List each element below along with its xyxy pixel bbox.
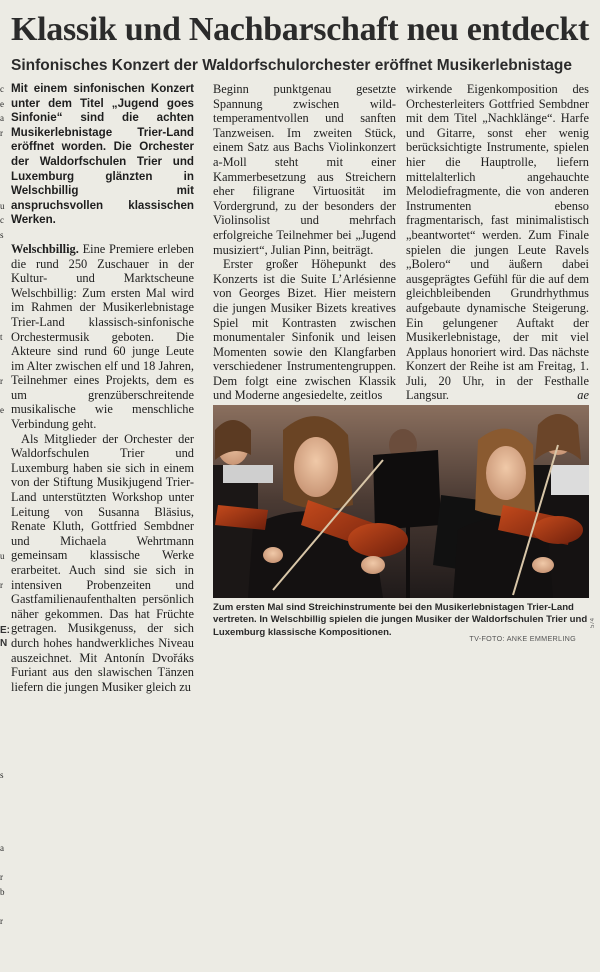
dateline: Welschbillig. — [11, 241, 79, 256]
left-fragment — [0, 447, 9, 462]
left-fragment — [0, 797, 9, 812]
left-fragment — [0, 753, 9, 768]
left-fragment: a — [0, 842, 4, 853]
bottom-left-clipped-text — [0, 624, 9, 650]
body-text: wirkende Eigenkomposition des Orchesterleiters Gottfried Sembdner mit dem Titel „Nachklänge“. Harfe und Gitarre, sonst eher wenig berücksichtigte Instrumente, spielen hier die Hauptrolle, liefern mittelalterlich angehauchte Melodiefragmente, die von anderen Instrumenten ebenso fragmentarisch, fast minimalistisch „beantwortet“ werden. Zum Finale spielen die jungen Leute Ravels „Bolero“ und äußern dabei ausgeprägtes Gefühl für die auf dem gleichbleibenden Grundrhythmus aufgebaute dynamische Steigerung. Ein gelungener Auftakt der Musikerlebnistage, der mit viel Applaus honoriert wird. Das nächste Konzert der Reihe ist am Freitag, 1. Juli, 20 Uhr, in der Festhalle Langsur. — [406, 82, 589, 403]
left-fragment — [0, 301, 9, 316]
left-fragment — [0, 316, 9, 331]
left-fragment — [0, 666, 9, 681]
left-fragment: r — [0, 375, 3, 386]
bottom-left-fragment: E: — [0, 625, 10, 636]
left-fragment — [0, 958, 9, 972]
left-fragment — [0, 928, 9, 943]
article-headline: Klassik und Nachbarschaft neu entdeckt — [11, 11, 590, 48]
left-fragment — [0, 739, 9, 754]
left-fragment — [0, 943, 9, 958]
left-fragment — [0, 724, 9, 739]
left-fragment — [0, 359, 9, 374]
left-fragment — [0, 286, 9, 301]
page-identifier: 574 — [590, 618, 596, 629]
left-fragment: r — [0, 915, 3, 926]
left-fragment — [0, 418, 9, 433]
left-fragment — [0, 272, 9, 287]
left-fragment: b — [0, 886, 5, 897]
left-fragment — [0, 593, 9, 608]
left-fragment: s — [0, 229, 4, 240]
text-column-3 — [406, 82, 589, 403]
body-paragraph: Als Mitglieder der Orchester der Waldorfschulen Trier und Luxemburg haben sie sich in einem von der Stiftung Musikjugend Trier-Land unterstützten Workshop unter Leitung von Susanna Bläsius, Renate Kluth, Gottfried Sembdner und Michaela Wehrtmann gemeinsam klassische Werke erarbeitet. Auch sind sie sich in intensiven Probenzeiten und Gastfamilienaufenthalten persönlich näher gekommen. Das hat Früchte getragen. Musikgenuss, der sich durch hohes handwerkliches Niveau auszeichnet. Mit Antonín Dvořáks Furiant aus den slawischen Tänzen liefern die jungen Musiker gleich zu — [11, 431, 194, 694]
left-fragment — [0, 812, 9, 827]
left-fragment — [0, 710, 9, 725]
left-fragment — [0, 140, 9, 155]
left-fragment: t — [0, 332, 3, 343]
left-fragment: e — [0, 405, 4, 416]
orchestra-photo-illustration — [213, 405, 589, 598]
left-fragment — [0, 476, 9, 491]
left-fragment: a — [0, 113, 4, 124]
left-fragment: c — [0, 84, 4, 94]
left-fragment: u — [0, 551, 5, 561]
left-fragment: r — [0, 580, 3, 591]
left-fragment — [0, 783, 9, 798]
left-fragment — [0, 432, 9, 447]
body-paragraph — [11, 242, 194, 432]
body-paragraph: Erster großer Höhepunkt des Konzerts ist die Suite L’Arlésienne von Georges Bizet. Hier meistern die jungen Musiker Bizets kreatives Spiel mit Kontrasten zwischen monumentaler Sinfonik und leisen Momenten sowie den Klangfarben verschiedener Instrumentengruppen. Dem folgt eine zwischen Klassik und Moderne angesiedelte, zeitlos — [213, 257, 396, 403]
left-fragment — [0, 155, 9, 170]
left-fragment — [0, 505, 9, 520]
body-text: Eine Premiere erleben die rund 250 Zuschauer in der Kultur- und Marktscheune Welschbillig: Zum ersten Mal wird im Rahmen der Musikerlebnistage Trier-Land klassisch-sinfonische Orchestermusik geboten. Die Akteure sind rund 60 junge Leute im Alter zwischen elf und 18 Jahren, Teilnehmer eines Projekts, dem es um grenzüberschreitende musikalische wie menschliche Verbindung geht. — [11, 241, 194, 432]
left-fragment — [0, 564, 9, 579]
left-fragment: c — [0, 215, 4, 226]
left-fragment — [0, 680, 9, 695]
left-fragment — [0, 491, 9, 506]
left-fragment — [0, 826, 9, 841]
author-initials: ae — [577, 388, 589, 403]
orchestra-photo — [213, 405, 589, 598]
left-fragment — [0, 345, 9, 360]
left-fragment — [0, 520, 9, 535]
bottom-left-fragment: N — [0, 638, 8, 649]
body-paragraph: Beginn punktgenau gesetzte Spannung zwischen wild-temperamentvollen und sanften Tanzweisen. Im zweiten Stück, einem Satz aus Bachs Violinkonzert a-Moll steht mit einer Kammerbesetzung aus Streichern eher filigrane Virtuosität im Vordergrund, zu der besonders der Violinsolist und mehrfach erfolgreiche Teilnehmer bei „Jugend musiziert“, Julian Pinn, beiträgt. — [213, 82, 396, 257]
left-fragment — [0, 184, 9, 199]
left-margin-clipped-text — [0, 82, 9, 926]
left-fragment — [0, 388, 9, 403]
left-fragment — [0, 170, 9, 185]
left-fragment — [0, 651, 9, 666]
article-lead: Mit einem sinfonischen Konzert unter dem Titel „Jugend goes Sinfonie“ sind die achten Musikerlebnistage Trier-Land eröffnet worden. Die Orchester der Waldorfschulen Trier und Luxemburg glänzten in Welschbillig mit anspruchsvollen klassischen Werken. — [11, 82, 194, 227]
photo-credit: TV-FOTO: ANKE EMMERLING — [469, 634, 576, 643]
left-fragment — [0, 855, 9, 870]
body-paragraph — [406, 82, 589, 403]
text-column-2 — [213, 82, 396, 403]
left-fragment — [0, 461, 9, 476]
left-fragment — [0, 899, 9, 914]
left-fragment — [0, 257, 9, 272]
left-fragment: r — [0, 127, 3, 138]
left-fragment — [0, 243, 9, 258]
left-fragment: r — [0, 872, 3, 883]
left-fragment: s — [0, 769, 4, 780]
left-fragment — [0, 534, 9, 549]
left-fragment: u — [0, 200, 5, 211]
article-subheadline: Sinfonisches Konzert der Waldorfschulorchester eröffnet Musikerlebnistage — [11, 57, 572, 74]
left-fragment: e — [0, 98, 4, 109]
left-fragment — [0, 695, 9, 710]
text-column-1 — [11, 82, 194, 694]
left-fragment — [0, 607, 9, 622]
photo-caption: Zum ersten Mal sind Streichinstrumente bei den Musikerlebnistagen Trier-Land vertreten. In Welschbillig spielen die jungen Musiker der Waldorfschulen Trier und Luxemburg klassische Kompositionen. — [213, 602, 588, 638]
